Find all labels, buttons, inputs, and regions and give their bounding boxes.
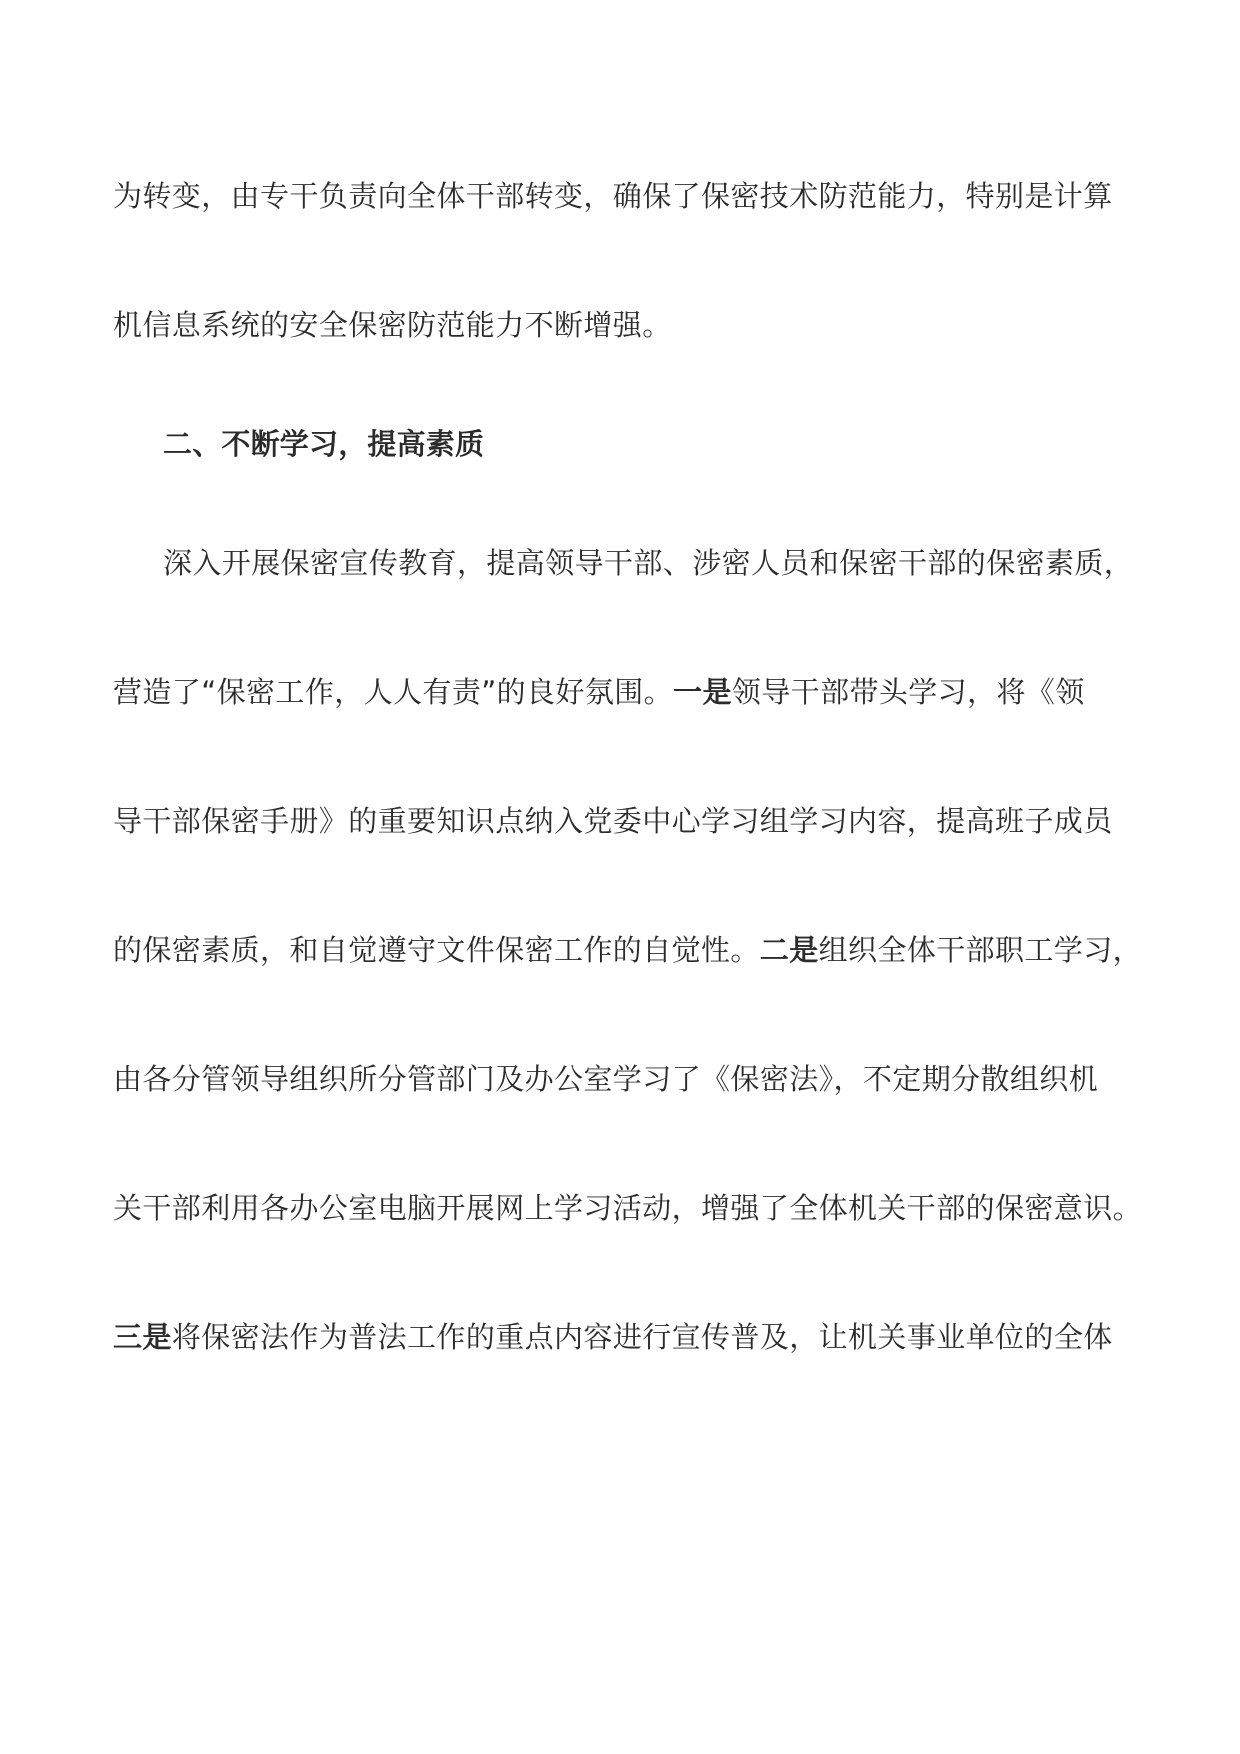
paragraph-line: 机信息系统的安全保密防范能力不断增强。 bbox=[113, 308, 672, 342]
line-text: 将保密法作为普法工作的重点内容进行宣传普及，让机关事业单位的全体 bbox=[171, 1320, 1113, 1354]
paragraph-line bbox=[113, 672, 1085, 712]
paragraph-line bbox=[113, 930, 1142, 970]
section-heading: 二、不断学习，提高素质 bbox=[163, 427, 485, 461]
line-text: 组织全体干部职工学习， bbox=[818, 933, 1143, 967]
paragraph-line bbox=[113, 1317, 1113, 1357]
paragraph-line: 深入开展保密宣传教育，提高领导干部、涉密人员和保密干部的保密素质， bbox=[163, 546, 1134, 580]
paragraph-line: 关干部利用各办公室电脑开展网上学习活动，增强了全体机关干部的保密意识。 bbox=[113, 1191, 1143, 1225]
emphasis-label: 三是 bbox=[113, 1320, 172, 1354]
line-text: 的保密素质，和自觉遵守文件保密工作的自觉性。 bbox=[113, 933, 760, 967]
paragraph-line: 由各分管领导组织所分管部门及办公室学习了《保密法》，不定期分散组织机 bbox=[113, 1062, 1099, 1096]
paragraph-line: 导干部保密手册》的重要知识点纳入党委中心学习组学习内容，提高班子成员 bbox=[113, 804, 1113, 838]
line-text: 领导干部带头学习，将《领 bbox=[731, 675, 1085, 709]
emphasis-label: 一是 bbox=[673, 675, 732, 709]
emphasis-label: 二是 bbox=[759, 933, 819, 967]
line-text: 营造了“保密工作，人人有责”的良好氛围。 bbox=[113, 675, 674, 709]
paragraph-line: 为转变，由专干负责向全体干部转变，确保了保密技术防范能力，特别是计算 bbox=[113, 179, 1113, 213]
